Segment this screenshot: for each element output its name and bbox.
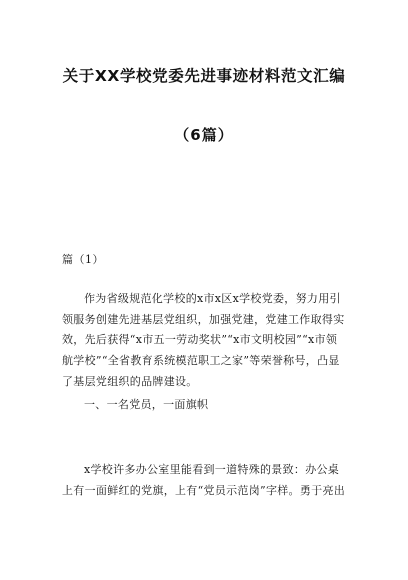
section-label: 篇（1） (62, 253, 104, 266)
document-title: 关于XX学校党委先进事迹材料范文汇编 (62, 67, 346, 85)
paragraph-1 (62, 289, 348, 393)
document-subtitle: （6篇） (174, 126, 234, 144)
section-heading-1-text: 一、一名党员，一面旗帜 (84, 398, 209, 411)
section-heading-1 (62, 395, 348, 416)
paragraph-2 (62, 460, 348, 501)
paragraph-1-text: 作为省级规范化学校的x市x区x学校党委，努力用引领服务创建先进基层党组织，加强党建，党建工作取得实效，先后获得“x市五一劳动奖状”“x市文明校园”“x市领航学校”“全省教育系统模范职工之家”等荣誉称号，凸显了基层党组织的品牌建设。 (62, 292, 345, 388)
paragraph-2-text: x学校许多办公室里能看到一道特殊的景致：办公桌上有一面鲜红的党旗，上有“党员示范岗”字样。勇于亮出 (62, 463, 346, 497)
